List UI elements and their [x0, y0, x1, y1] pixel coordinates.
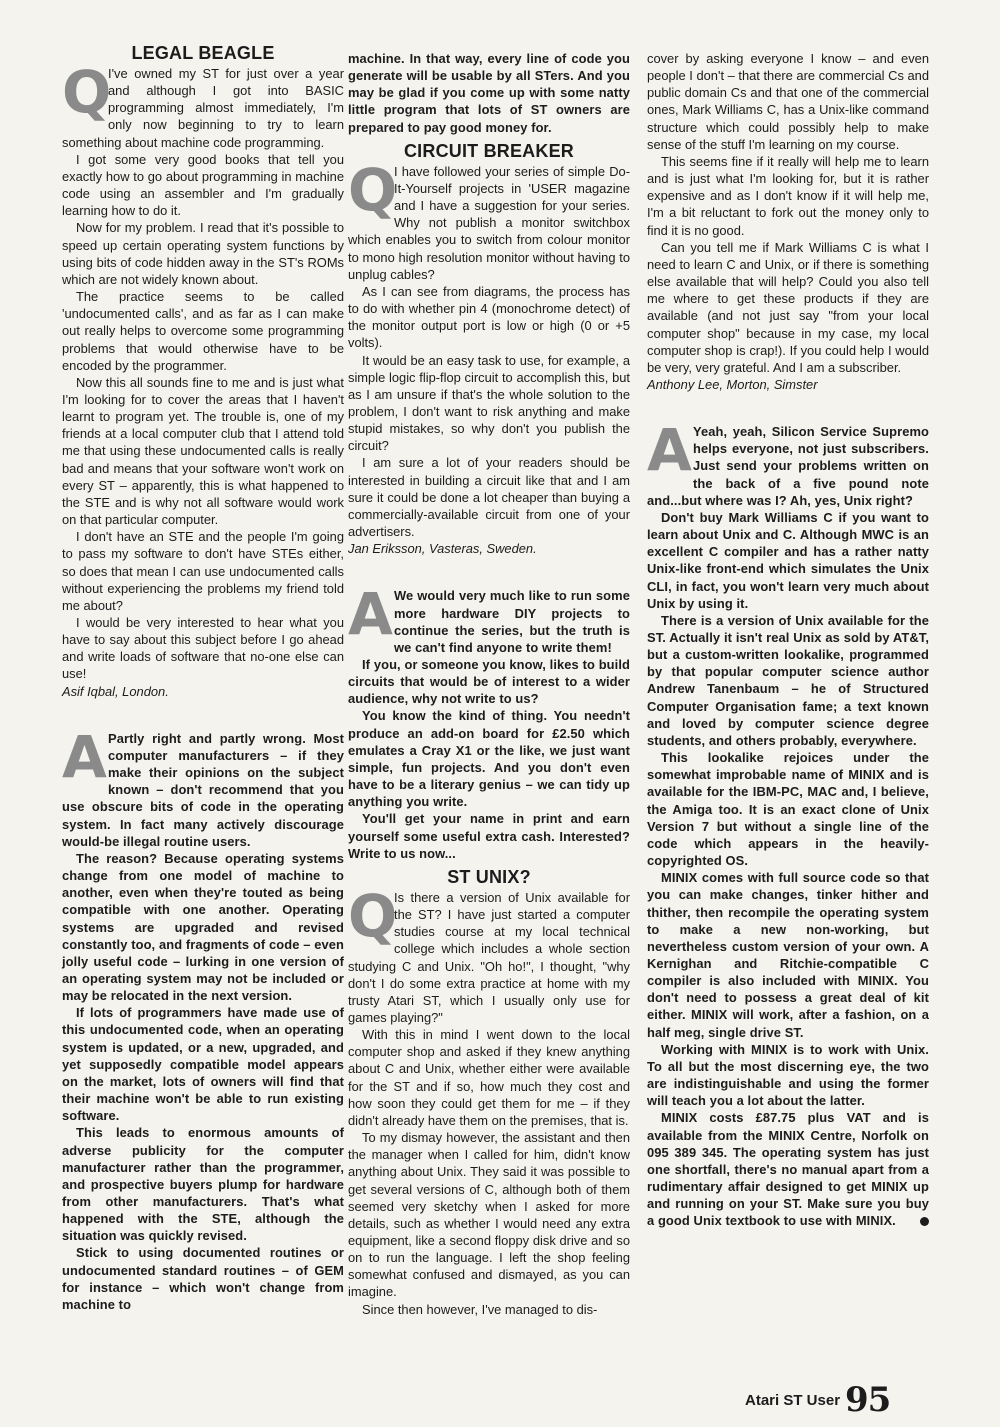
answer-paragraph: We would very much like to run some more hardware DIY projects to continue the series, but the truth is we can't find anyone to write them!: [394, 588, 630, 655]
letter-signature: Jan Eriksson, Vasteras, Sweden.: [348, 541, 537, 557]
letter-paragraph: This seems fine if it really will help me to learn and is just what I'm looking for, but it is rather expensive and as I don't know if it will help me, I'm a bit reluctant to fork out the money only to find it is no good.: [647, 153, 929, 238]
question-drop-cap: Q: [62, 58, 112, 126]
answer-paragraph: Yeah, yeah, Silicon Service Supremo helps everyone, not just subscribers. Just send your problems written on the back of a five pound note and...but where was I? Ah, yes, Unix right?: [647, 424, 929, 508]
letter-signature: Asif Iqbal, London.: [62, 683, 169, 699]
answer-paragraph: [647, 1109, 929, 1229]
column-2: [348, 38, 630, 1318]
letter-paragraph: With this in mind I went down to the local computer shop and asked if they knew anything about C and Unix, whether either were available for the ST and if so, how much they cost and how soon they could get them for me – if they didn't already have them on the premises, that is.: [348, 1027, 630, 1128]
page-number: 95: [845, 1380, 891, 1420]
answer-paragraph: You'll get your name in print and earn yourself some useful extra cash. Interested? Write to us now...: [348, 811, 630, 861]
end-bullet-icon: [920, 1217, 929, 1226]
letter-paragraph: Can you tell me if Mark Williams C is what I need to learn C and Unix, or if there is something else available that will help? Could you also tell me where to get these products if they are available (and not just say "from your local computer shop" because in my case, my local computer shop is crap!). If you could help I would be very, very grateful. And I am a subscriber.: [647, 239, 929, 375]
letter-paragraph: To my dismay however, the assistant and then the manager when I called for him, didn't know anything about Unix. They said it was possible to get several versions of C, although both of them seemed very sketchy when I asked for more details, such as whether I would need any extra equipment, like a second floppy disk drive and so on to run the language. I left the shop feeling somewhat confused and dismayed, as you can imagine.: [348, 1130, 630, 1300]
column-3: [647, 38, 929, 1229]
letter-paragraph: I have followed your series of simple Do-It-Yourself projects in 'USER magazine and I have a suggestion for your series. Why not publish a monitor switchbox which enables you to switch from colour monitor to mono high resolution monitor without having to unplug cables?: [348, 163, 630, 282]
letter-paragraph: I got some very good books that tell you exactly how to go about programming in machine code using an assembler and I'm gradually learning how to do it.: [62, 151, 344, 219]
letter-paragraph: As I can see from diagrams, the process has to do with whether pin 4 (monochrome detect) of the monitor output port is low or high (0 or +5 volts).: [348, 283, 630, 351]
answer-paragraph: machine. In that way, every line of code you generate will be usable by all STers. And you may be glad if you come up with some natty little program that lots of ST owners are prepared to pay good money for.: [348, 51, 630, 135]
answer-paragraph: If lots of programmers have made use of this undocumented code, when an operating system is updated, or a new, upgraded, and yet supposedly compatible model appears on the market, lots of owners will find that their machine won't be able to run existing software.: [62, 1005, 344, 1124]
letter-paragraph: It would be an easy task to use, for example, a simple logic flip-flop circuit to accomplish this, but as I am unsure if that's the whole solution to the problem, I don't want to risk anything and make stupid mistakes, so why don't you publish the circuit?: [348, 352, 630, 454]
letter-paragraph: cover by asking everyone I know – and even people I don't – that there are commercial Cs and public domain Cs and that one of the commercial ones, Mark Williams C, has a Unix-like command structure which could possibly help to make sense of the stuff I'm learning on my course.: [647, 51, 929, 152]
answer-paragraph: The reason? Because operating systems change from one model of machine to another, even when they're touted as being compatible with one another. Operating systems are upgraded and revised constantly too, and fragments of code – even jolly useful code – lurking in one version of an operating system may not be included or may be relocated in the next version.: [62, 850, 344, 1004]
letter-paragraph: Is there a version of Unix available for the ST? I have just started a computer studies course at my local technical college which includes a whole section studying C and Unix. "Oh ho!", I thought, "why don't I do some extra practice at home with my trusty Atari ST, which I usually only use for games playing?": [348, 889, 630, 1025]
column-1: [62, 38, 344, 1313]
answer-paragraph: Partly right and partly wrong. Most computer manufacturers – if they make their opinions on the subject known – don't recommend that you use obscure bits of code in the operating system. In fact many actively discourage would-be illegal routine users.: [62, 730, 344, 849]
answer-drop-cap: A: [348, 580, 393, 649]
section-heading-circuit-breaker: CIRCUIT BREAKER: [403, 140, 574, 161]
answer-paragraph: This leads to enormous amounts of adverse publicity for the computer manufacturer rather than the programmer, and prospective buyers plump for hardware from other manufacturers. That's what happened with the STE, although the situation was quickly revised.: [62, 1125, 344, 1244]
answer-text: MINIX costs £87.75 plus VAT and is available from the MINIX Centre, Norfolk on 095 389 345. The operating system has just one shortfall, there's no manual apart from a rudimentary affair designed to get MINIX up and running on your ST. Make sure you buy a good Unix textbook to use with MINIX.: [647, 1110, 929, 1229]
letter-paragraph: Now for my problem. I read that it's possible to speed up certain operating system functions by using bits of code hidden away in the ST's ROMs which are not widely known about.: [62, 220, 344, 287]
answer-drop-cap: A: [647, 416, 692, 485]
question-drop-cap: Q: [348, 881, 398, 950]
answer-paragraph: There is a version of Unix available for the ST. Actually it isn't real Unix as sold by AT&T, but a custom-written lookalike, programmed by that popular computer science author Andrew Tanenbaum – he of Structured Computer Organisation fame; a text known and loved by computer science degree students, and others probably, everywhere.: [647, 612, 929, 748]
answer-paragraph: MINIX comes with full source code so that you can make changes, tinker hither and thither, then recompile the operating system to make a new non-working, but nevertheless custom version of your own. A Kernighan and Ritchie-compatible C compiler is also included with MINIX. You don't need to possess a great deal of kit either. MINIX will work, after a fashion, on a half meg, single drive ST.: [647, 870, 929, 1040]
letter-paragraph: I've owned my ST for just over a year and although I got into BASIC programming almost immediately, I'm only now beginning to try to learn something about machine code programming.: [62, 66, 344, 150]
answer-paragraph: Stick to using documented routines or undocumented standard routines – of GEM for instance – which won't change from machine to: [62, 1245, 344, 1312]
section-heading-st-unix: ST UNIX?: [447, 866, 531, 887]
answer-paragraph: Don't buy Mark Williams C if you want to learn about Unix and C. Although MWC is an excellent C compiler and has a rather natty Unix-like front-end which simulates the Unix CLI, in fact, you won't learn very much about Unix by using it.: [647, 509, 929, 611]
question-drop-cap: Q: [348, 155, 398, 224]
letter-signature: Anthony Lee, Morton, Simster: [647, 376, 818, 392]
answer-paragraph: If you, or someone you know, likes to build circuits that would be of interest to a wider audience, why not write to us?: [348, 657, 630, 707]
answer-drop-cap: A: [62, 722, 107, 791]
section-heading-legal-beagle: LEGAL BEAGLE: [131, 43, 275, 63]
letter-paragraph: Now this all sounds fine to me and is just what I'm looking for to cover the areas that I haven't learnt to program yet. The trouble is, one of my friends at a local computer club that I attend told me that using these undocumented calls is really bad and means that your software won't work on every ST – apparently, this is what happened to the STE and is why not all software would work on that particular computer.: [62, 374, 344, 528]
magazine-title: Atari ST User: [745, 1392, 841, 1409]
answer-paragraph: Working with MINIX is to work with Unix. To all but the most discerning eye, the two are indistinguishable and using the former will teach you a lot about the latter.: [647, 1041, 929, 1109]
answer-paragraph: You know the kind of thing. You needn't produce an add-on board for £2.50 which emulates a Cray X1 or the like, we just want simple, fun projects. And you don't even have to be a literary genius – we can tidy up anything you write.: [348, 708, 630, 810]
letter-paragraph: I would be very interested to hear what you have to say about this subject before I go ahead and write loads of software that no-one else can use!: [62, 615, 344, 682]
letter-paragraph: Since then however, I've managed to dis-: [362, 1301, 598, 1317]
letter-paragraph: The practice seems to be called 'undocumented calls', and as far as I can make out really helps to overcome some programming problems that would otherwise have to be encoded by the programmer.: [62, 289, 344, 373]
letter-paragraph: I don't have an STE and the people I'm going to pass my software to don't have STEs either, so does that mean I can use undocumented calls without experiencing the problems my friend told me about?: [62, 529, 344, 613]
letter-paragraph: I am sure a lot of your readers should be interested in building a circuit like that and I am sure it could be done a lot cheaper than buying a commercially-available circuit from one of your advertisers.: [348, 455, 630, 540]
answer-paragraph: This lookalike rejoices under the somewhat improbable name of MINIX and is available for the IBM-PC, MAC and, I believe, the Amiga too. It is an exact clone of Unix Version 7 but without a single line of the code which appears in the heavily-copyrighted OS.: [647, 750, 929, 869]
